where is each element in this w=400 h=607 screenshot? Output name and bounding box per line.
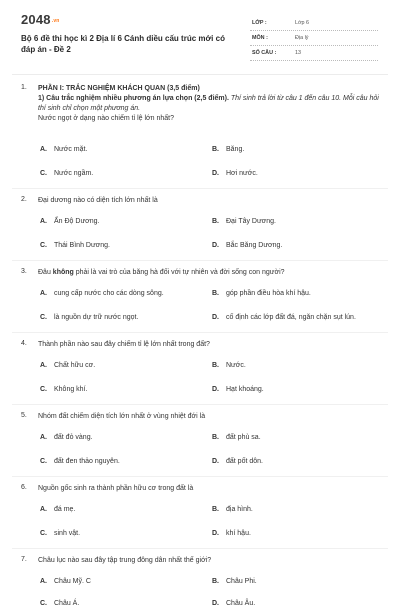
question-1 bbox=[12, 84, 388, 182]
question-divider bbox=[12, 332, 388, 333]
question-text: Nhóm đất chiếm diện tích lớn nhất ở vùng nhiệt đới là bbox=[38, 413, 206, 420]
option-c[interactable]: C. Châu Á. bbox=[40, 600, 80, 607]
option-d[interactable]: D. đất pốt dôn. bbox=[212, 458, 263, 465]
option-a[interactable]: A. đất đỏ vàng. bbox=[40, 434, 93, 441]
option-c[interactable]: C. đất đen thảo nguyên. bbox=[40, 458, 120, 465]
meta-value: Địa lý bbox=[295, 35, 309, 41]
option-b[interactable]: B. Nước. bbox=[212, 362, 246, 369]
option-d[interactable]: D. Hạt khoáng. bbox=[212, 386, 264, 393]
option-c[interactable]: C. là nguồn dự trữ nước ngọt. bbox=[40, 314, 139, 321]
document-header bbox=[12, 8, 388, 66]
option-a[interactable]: A. cung cấp nước cho các dòng sông. bbox=[40, 290, 164, 297]
question-text: Đâu không phải là vai trò của băng hà đối với tự nhiên và đời sống con người? bbox=[38, 269, 285, 276]
option-d[interactable]: D. Hơi nước. bbox=[212, 170, 258, 177]
question-number: 2. bbox=[21, 196, 27, 203]
option-a[interactable]: A. Nước mặt. bbox=[40, 146, 88, 153]
section-title: PHẦN I: TRẮC NGHIỆM KHÁCH QUAN (3,5 điểm) bbox=[38, 85, 200, 92]
option-b[interactable]: B. Băng. bbox=[212, 146, 245, 153]
option-d[interactable]: D. Châu Âu. bbox=[212, 600, 256, 607]
meta-row-class bbox=[250, 16, 378, 31]
option-a[interactable]: A. đá mẹ. bbox=[40, 506, 76, 513]
option-a[interactable]: A. Chất hữu cơ. bbox=[40, 362, 96, 369]
question-text: Nước ngọt ở dạng nào chiếm tỉ lệ lớn nhất? bbox=[38, 115, 174, 122]
option-c[interactable]: C. sinh vật. bbox=[40, 530, 81, 537]
logo-text: 2048 bbox=[21, 12, 51, 27]
meta-value: Lớp 6 bbox=[295, 20, 310, 26]
meta-label: MÔN : bbox=[252, 35, 268, 41]
exam-sheet bbox=[12, 8, 388, 607]
option-b[interactable]: B. địa hình. bbox=[212, 506, 253, 513]
logo-suffix: .vn bbox=[51, 17, 60, 24]
question-2 bbox=[12, 196, 388, 256]
meta-row-subject bbox=[250, 31, 378, 46]
meta-value: 13 bbox=[295, 50, 301, 56]
option-d[interactable]: D. cố định các lớp đất đá, ngăn chặn sụt lún. bbox=[212, 314, 356, 321]
meta-label: LỚP : bbox=[252, 20, 267, 26]
question-text: Thành phần nào sau đây chiếm tỉ lệ lớn nhất trong đất? bbox=[38, 341, 210, 348]
question-divider bbox=[12, 404, 388, 405]
option-b[interactable]: B. Châu Phi. bbox=[212, 578, 257, 585]
question-number: 7. bbox=[21, 556, 27, 563]
document-title: Bộ 6 đề thi học kì 2 Địa lí 6 Cánh diều cấu trúc mới có đáp án - Đề 2 bbox=[21, 34, 225, 54]
exam-meta bbox=[250, 16, 378, 61]
question-number: 1. bbox=[21, 84, 27, 91]
question-divider bbox=[12, 188, 388, 189]
option-c[interactable]: C. Thái Bình Dương. bbox=[40, 242, 110, 249]
option-d[interactable]: D. khí hậu. bbox=[212, 530, 251, 537]
question-4 bbox=[12, 340, 388, 400]
question-number: 4. bbox=[21, 340, 27, 347]
option-d[interactable]: D. Bắc Băng Dương. bbox=[212, 242, 283, 249]
question-text: Nguồn gốc sinh ra thành phần hữu cơ trong đất là bbox=[38, 485, 194, 492]
section-block bbox=[38, 84, 386, 124]
question-7 bbox=[12, 556, 388, 607]
question-divider bbox=[12, 476, 388, 477]
question-number: 5. bbox=[21, 412, 27, 419]
option-b[interactable]: B. Đại Tây Dương. bbox=[212, 218, 276, 225]
option-a[interactable]: A. Ấn Độ Dương. bbox=[40, 218, 100, 225]
question-6 bbox=[12, 484, 388, 544]
section-instructions bbox=[38, 94, 386, 114]
option-c[interactable]: C. Nước ngầm. bbox=[40, 170, 94, 177]
question-3 bbox=[12, 268, 388, 328]
question-divider bbox=[12, 260, 388, 261]
option-b[interactable]: B. đất phù sa. bbox=[212, 434, 261, 441]
site-logo[interactable] bbox=[21, 12, 60, 27]
question-number: 3. bbox=[21, 268, 27, 275]
question-5 bbox=[12, 412, 388, 472]
meta-label: SỐ CÂU : bbox=[252, 50, 277, 56]
meta-row-count bbox=[250, 46, 378, 61]
question-text: Đại dương nào có diện tích lớn nhất là bbox=[38, 197, 158, 204]
header-divider bbox=[12, 74, 388, 75]
question-number: 6. bbox=[21, 484, 27, 491]
question-text: Châu lục nào sau đây tập trung đông dân nhất thế giới? bbox=[38, 557, 212, 564]
question-divider bbox=[12, 548, 388, 549]
instruction-bold: 1) Câu trắc nghiệm nhiều phương án lựa chọn (2,5 điểm). bbox=[38, 95, 229, 102]
instruction-italic: Thí sinh trả lời từ câu 1 đến câu 10. Mỗi câu hỏi thí sinh chỉ chọn một phương án. bbox=[38, 95, 379, 112]
option-a[interactable]: A. Châu Mỹ. C bbox=[40, 578, 91, 585]
emphasis-not: không bbox=[52, 269, 74, 276]
option-c[interactable]: C. Không khí. bbox=[40, 386, 88, 393]
option-b[interactable]: B. góp phần điều hòa khí hậu. bbox=[212, 290, 311, 297]
